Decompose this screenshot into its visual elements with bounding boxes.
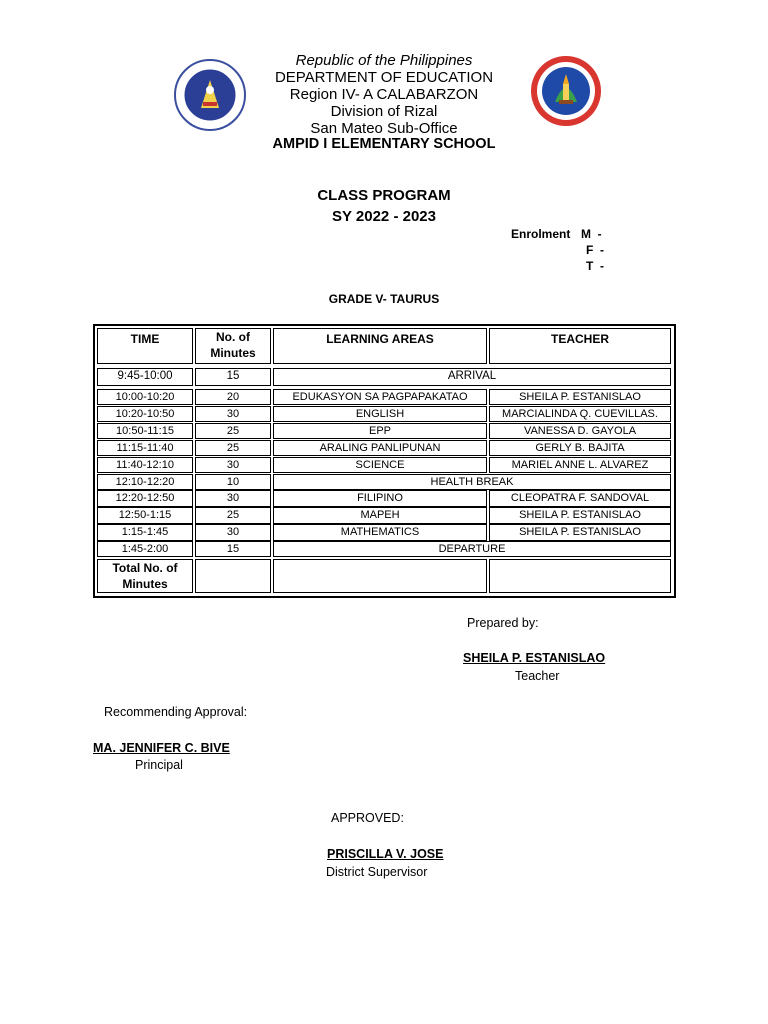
teacher-signatory-name: SHEILA P. ESTANISLAO [463,651,606,665]
row-time: 11:15-11:40 [97,440,193,456]
school-year: SY 2022 - 2023 [332,208,436,225]
row-minutes: 20 [195,389,271,405]
supervisor-name: PRISCILLA V. JOSE [327,847,444,861]
teacher-signatory-title: Teacher [515,669,560,683]
row-learning-area: ARALING PANLIPUNAN [273,440,487,456]
enrolment-male: M - [581,227,602,241]
row-minutes: 30 [195,406,271,422]
row-minutes: 25 [195,507,271,523]
row-time: 10:50-11:15 [97,423,193,439]
header-school-name: AMPID I ELEMENTARY SCHOOL [272,136,496,152]
arrival-time: 9:45-10:00 [97,368,193,386]
total-learning-areas-cell [273,559,487,593]
row-minutes: 30 [195,457,271,473]
row-time: 11:40-12:10 [97,457,193,473]
row-time: 12:10-12:20 [97,474,193,490]
approved-label: APPROVED: [331,811,404,825]
row-learning-area: EPP [273,423,487,439]
header-republic: Republic of the Philippines [295,52,473,69]
total-minutes-label: Total No. of Minutes [97,559,193,593]
header-minutes: No. of Minutes [195,328,271,364]
row-learning-area: MAPEH [273,507,487,523]
header-division: Division of Rizal [330,103,438,120]
row-time: 12:50-1:15 [97,507,193,523]
arrival-minutes: 15 [195,368,271,386]
row-minutes: 15 [195,541,271,557]
row-time: 12:20-12:50 [97,490,193,506]
row-minutes: 30 [195,490,271,506]
header-learning-areas: LEARNING AREAS [273,328,487,364]
row-learning-area: ENGLISH [273,406,487,422]
arrival-label: ARRIVAL [273,368,671,386]
recommending-approval-label: Recommending Approval: [104,705,248,719]
prepared-by-label: Prepared by: [467,616,539,630]
row-teacher: GERLY B. BAJITA [489,440,671,456]
row-minutes: 10 [195,474,271,490]
row-learning-area: SCIENCE [273,457,487,473]
row-learning-area: MATHEMATICS [273,524,487,540]
row-minutes: 30 [195,524,271,540]
row-teacher: CLEOPATRA F. SANDOVAL [489,490,671,506]
header-department: DEPARTMENT OF EDUCATION [274,69,494,86]
header-region: Region IV- A CALABARZON [289,86,479,103]
principal-name: MA. JENNIFER C. BIVE [93,741,230,755]
supervisor-title: District Supervisor [326,865,428,879]
row-learning-area: DEPARTURE [273,541,671,557]
row-teacher: MARCIALINDA Q. CUEVILLAS. [489,406,671,422]
enrolment-label: Enrolment [511,227,571,241]
row-time: 10:20-10:50 [97,406,193,422]
enrolment-female: F - [586,243,604,257]
row-teacher: MARIEL ANNE L. ALVAREZ [489,457,671,473]
total-teacher-cell [489,559,671,593]
row-teacher: SHEILA P. ESTANISLAO [489,389,671,405]
total-minutes-value [195,559,271,593]
row-minutes: 25 [195,440,271,456]
header-suboffice: San Mateo Sub-Office [310,120,458,137]
document-title: CLASS PROGRAM [317,187,451,204]
grade-section: GRADE V- TAURUS [328,292,440,306]
row-learning-area: HEALTH BREAK [273,474,671,490]
row-time: 1:45-2:00 [97,541,193,557]
row-teacher: VANESSA D. GAYOLA [489,423,671,439]
row-minutes: 25 [195,423,271,439]
header-time: TIME [97,328,193,364]
header-teacher: TEACHER [489,328,671,364]
row-teacher: SHEILA P. ESTANISLAO [489,524,671,540]
row-learning-area: EDUKASYON SA PAGPAPAKATAO [273,389,487,405]
row-teacher: SHEILA P. ESTANISLAO [489,507,671,523]
row-learning-area: FILIPINO [273,490,487,506]
row-time: 10:00-10:20 [97,389,193,405]
enrolment-total: T - [586,259,604,273]
principal-title: Principal [135,758,183,772]
row-time: 1:15-1:45 [97,524,193,540]
